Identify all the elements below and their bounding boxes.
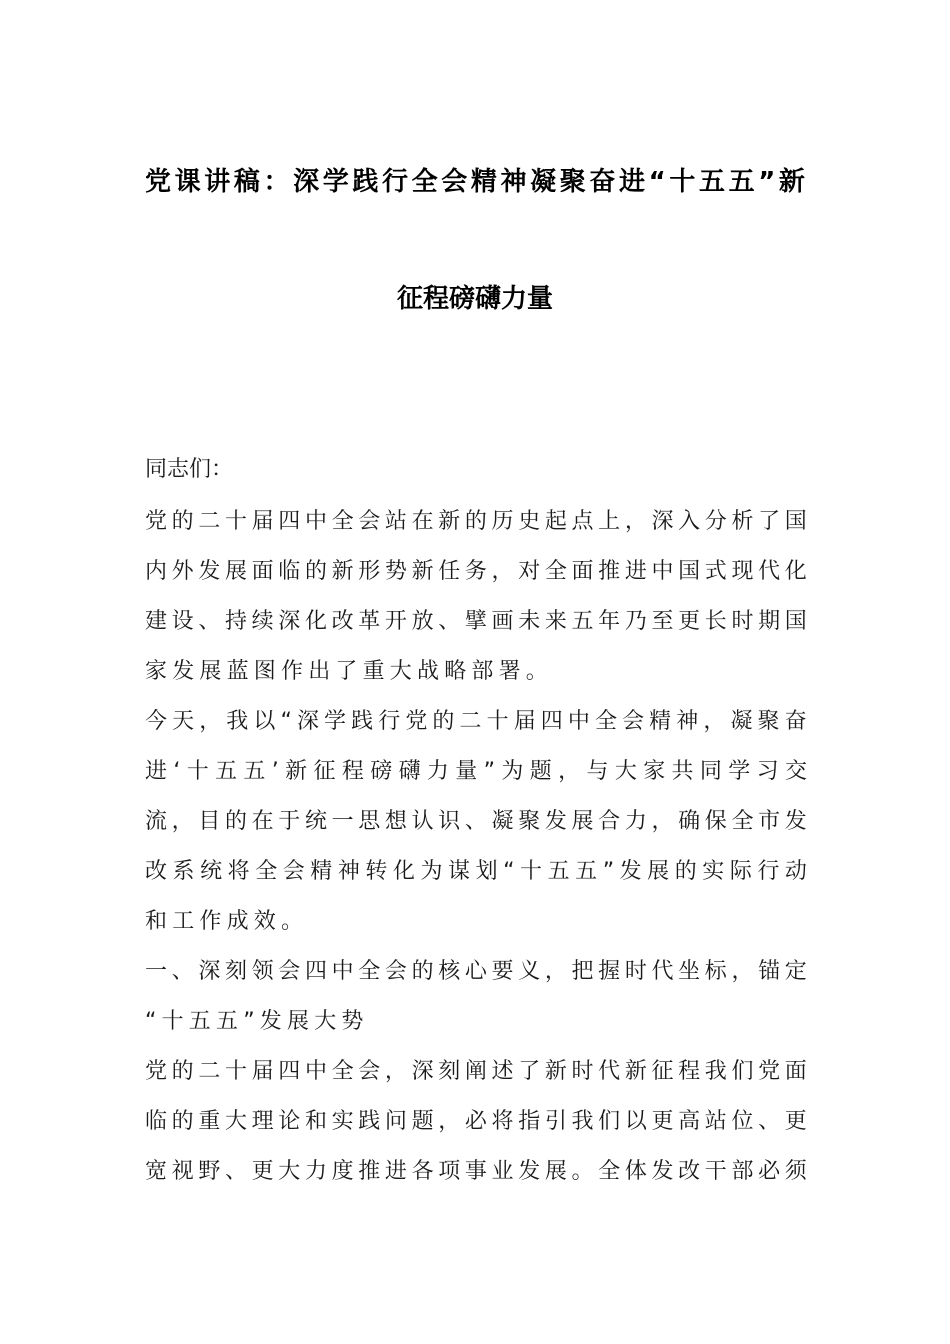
document-title-line-2: 征程磅礴力量: [396, 284, 553, 314]
text-line: 和工作成效。: [145, 909, 309, 934]
text-line: 今 天 ， 我 以 “ 深 学 践 行 党 的 二 十 届 四 中 全 会 精 神 ， 凝 聚 奋: [145, 709, 807, 734]
text-line: 党 的 二 十 届 四 中 全 会 ， 深 刻 阐 述 了 新 时 代 新 征 程 我 们 党 面: [145, 1059, 807, 1084]
paragraph-section-1: [145, 1052, 807, 1202]
section-heading-1: [145, 952, 807, 1052]
text-line: 党 的 二 十 届 四 中 全 会 站 在 新 的 历 史 起 点 上 ， 深 入 分 析 了 国: [145, 509, 807, 534]
heading-line: “十五五”发展大势: [145, 1009, 369, 1034]
text-line: 内 外 发 展 面 临 的 新 形 势 新 任 务 ， 对 全 面 推 进 中 国 式 现 代 化: [145, 559, 807, 584]
document-title-line-1: 党 课 讲 稿 ： 深 学 践 行 全 会 精 神 凝 聚 奋 进 “ 十 五 五 ” 新: [145, 167, 805, 197]
greeting: 同志们：: [145, 457, 234, 482]
text-line: 进 ‘ 十 五 五 ’ 新 征 程 磅 礴 力 量 ” 为 题 ， 与 大 家 共 同 学 习 交: [145, 759, 807, 784]
text-line: 家发展蓝图作出了重大战略部署。: [145, 659, 554, 684]
paragraph-purpose: [145, 702, 807, 952]
paragraph-intro: [145, 502, 807, 702]
text-line: 建 设 、 持 续 深 化 改 革 开 放 、 擘 画 未 来 五 年 乃 至 更 长 时 期 国: [145, 609, 807, 634]
text-line: 改 系 统 将 全 会 精 神 转 化 为 谋 划 “ 十 五 五 ” 发 展 的 实 际 行 动: [145, 859, 807, 884]
text-line: 流 ， 目 的 在 于 统 一 思 想 认 识 、 凝 聚 发 展 合 力 ， 确 保 全 市 发: [145, 809, 807, 834]
text-line: 宽 视 野 、 更 大 力 度 推 进 各 项 事 业 发 展 。 全 体 发 改 干 部 必 须: [145, 1159, 807, 1184]
heading-line: 一 、 深 刻 领 会 四 中 全 会 的 核 心 要 义 ， 把 握 时 代 坐 标 ， 锚 定: [145, 959, 807, 984]
text-line: 临 的 重 大 理 论 和 实 践 问 题 ， 必 将 指 引 我 们 以 更 高 站 位 、 更: [145, 1109, 807, 1134]
document-body: [145, 450, 807, 1202]
